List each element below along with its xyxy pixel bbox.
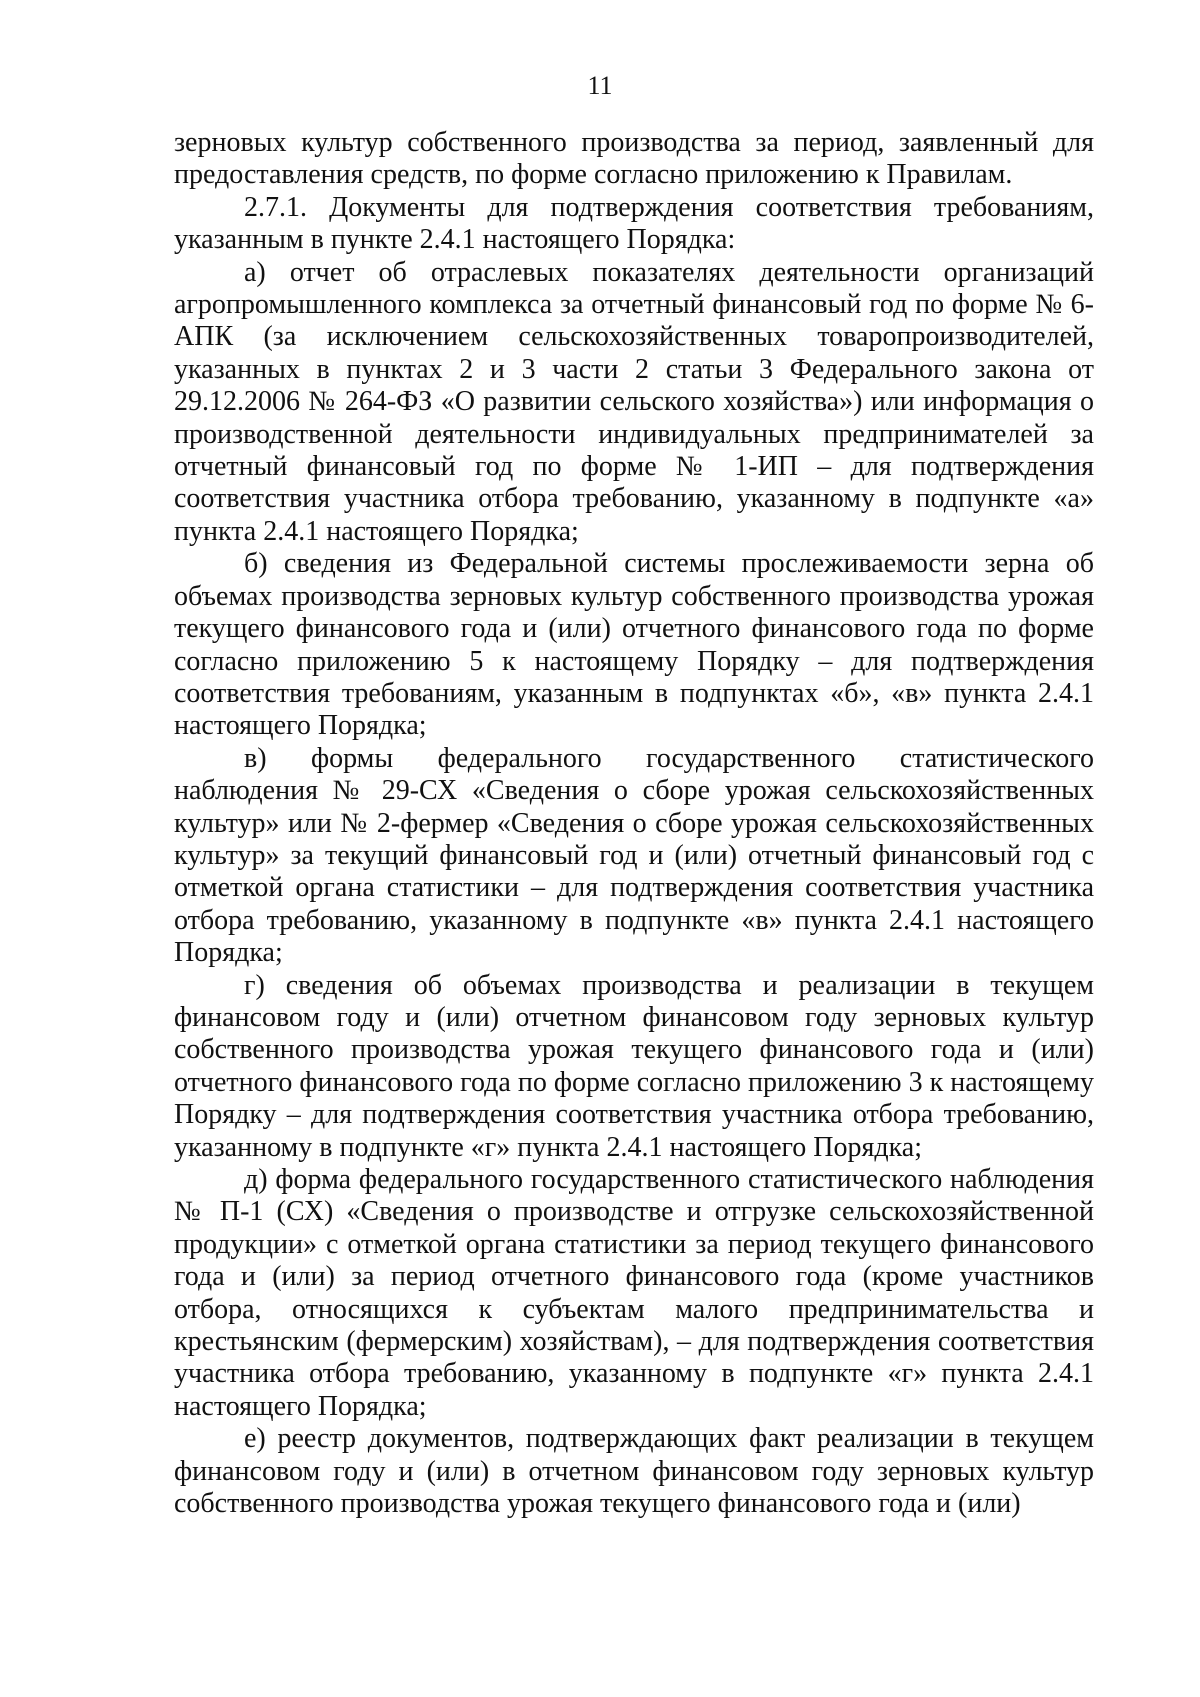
paragraph-item-e: е) реестр документов, подтверждающих факт реализации в текущем финансовом году и (или) в отчетном финансовом году зерновых культур собственного производства урожая текущего финансового года и (или) — [174, 1423, 1094, 1520]
paragraph-item-v: в) формы федерального государственного статистического наблюдения № 29-СХ «Сведения о сборе урожая сельскохозяйственных культур» или № 2-фермер «Сведения о сборе урожая сельскохозяйственных культур» за текущий финансовый год и (или) отчетный финансовый год с отметкой органа статистики – для подтверждения соответствия участника отбора требованию, указанному в подпункте «в» пункта 2.4.1 настоящего Порядка; — [174, 742, 1094, 969]
paragraph-continuation: зерновых культур собственного производства за период, заявленный для предоставления средств, по форме согласно приложению к Правилам. — [174, 127, 1094, 191]
paragraph-item-b: б) сведения из Федеральной системы прослеживаемости зерна об объемах производства зерновых культур собственного производства урожая текущего финансового года и (или) отчетного финансового года по форме согласно приложению 5 к настоящему Порядку – для подтверждения соответствия требованиям, указанным в подпунктах «б», «в» пункта 2.4.1 настоящего Порядка; — [174, 548, 1094, 742]
paragraph-item-g: г) сведения об объемах производства и реализации в текущем финансовом году и (или) отчетном финансовом году зерновых культур собственного производства урожая текущего финансового года и (или) отчетного финансового года по форме согласно приложению 3 к настоящему Порядку – для подтверждения соответствия участника отбора требованию, указанному в подпункте «г» пункта 2.4.1 настоящего Порядка; — [174, 969, 1094, 1163]
paragraph-item-d: д) форма федерального государственного статистического наблюдения № П-1 (СХ) «Сведения о производстве и отгрузке сельскохозяйственной продукции» с отметкой органа статистики за период текущего финансового года и (или) за период отчетного финансового года (кроме участников отбора, относящихся к субъектам малого предпринимательства и крестьянским (фермерским) хозяйствам), – для подтверждения соответствия участника отбора требованию, указанному в подпункте «г» пункта 2.4.1 настоящего Порядка; — [174, 1164, 1094, 1422]
page-number: 11 — [587, 71, 613, 100]
document-body — [174, 127, 1094, 1520]
paragraph-item-a: а) отчет об отраслевых показателях деятельности организаций агропромышленного комплекса за отчетный финансовый год по форме № 6-АПК (за исключением сельскохозяйственных товаропроизводителей, указанных в пунктах 2 и 3 части 2 статьи 3 Федерального закона от 29.12.2006 № 264-ФЗ «О развитии сельского хозяйства») или информация о производственной деятельности индивидуальных предпринимателей за отчетный финансовый год по форме № 1-ИП – для подтверждения соответствия участника отбора требованию, указанному в подпункте «а» пункта 2.4.1 настоящего Порядка; — [174, 256, 1094, 547]
paragraph-2-7-1: 2.7.1. Документы для подтверждения соответствия требованиям, указанным в пункте 2.4.1 настоящего Порядка: — [174, 191, 1094, 256]
